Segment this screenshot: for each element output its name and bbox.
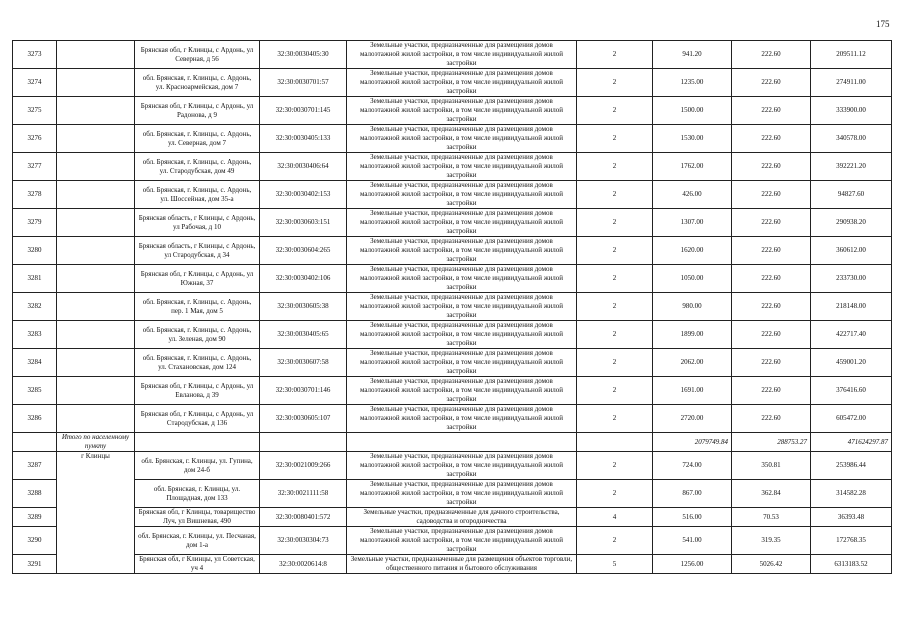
cadastral-number: 32:30:0021009:266 <box>260 452 347 480</box>
address: обл. Брянская, г. Клинцы, с. Ардонь, ул. Шоссейная, дом 35-а <box>135 181 260 209</box>
cadastral-value: 209511.12 <box>811 41 892 69</box>
group-number: 2 <box>577 69 653 97</box>
address: обл. Брянская, г. Клинцы, ул. Песчаная, дом 1-а <box>135 527 260 555</box>
total-num-cell <box>13 433 57 452</box>
locality-cell <box>57 349 135 377</box>
cadastral-value: 360612.00 <box>811 237 892 265</box>
row-number: 3281 <box>13 265 57 293</box>
group-number: 2 <box>577 377 653 405</box>
land-use: Земельные участки, предназначенные для размещения домов малоэтажной жилой застройки, в том числе индивидуальной жилой застройки <box>347 480 577 508</box>
land-use: Земельные участки, предназначенные для размещения домов малоэтажной жилой застройки, в том числе индивидуальной жилой застройки <box>347 97 577 125</box>
row-number: 3277 <box>13 153 57 181</box>
cadastral-value: 274911.00 <box>811 69 892 97</box>
specific-value: 350.81 <box>732 452 811 480</box>
land-use: Земельные участки, предназначенные для дачного строительства, садоводства и огородничества <box>347 508 577 527</box>
locality-name: г Клинцы <box>57 452 135 574</box>
table-row <box>13 527 892 555</box>
specific-value: 222.60 <box>732 153 811 181</box>
total-cadastral-cell <box>260 433 347 452</box>
cadastral-value: 233730.00 <box>811 265 892 293</box>
locality-cell <box>57 69 135 97</box>
group-number: 2 <box>577 452 653 480</box>
row-number: 3291 <box>13 555 57 574</box>
land-use: Земельные участки, предназначенные для размещения домов малоэтажной жилой застройки, в том числе индивидуальной жилой застройки <box>347 527 577 555</box>
area: 1256.00 <box>653 555 732 574</box>
cadastral-number: 32:30:0030701:146 <box>260 377 347 405</box>
land-use: Земельные участки, предназначенные для размещения домов малоэтажной жилой застройки, в том числе индивидуальной жилой застройки <box>347 181 577 209</box>
area: 1500.00 <box>653 97 732 125</box>
specific-value: 222.60 <box>732 69 811 97</box>
area: 2720.00 <box>653 405 732 433</box>
row-number: 3278 <box>13 181 57 209</box>
cadastral-value: 314582.28 <box>811 480 892 508</box>
cadastral-value: 6313183.52 <box>811 555 892 574</box>
cadastral-number: 32:30:0030304:73 <box>260 527 347 555</box>
page-number: 175 <box>876 19 890 29</box>
address: Брянская обл, г Клинцы, с Ардонь, ул Северная, д 56 <box>135 41 260 69</box>
address: обл. Брянская, г. Клинцы, с. Ардонь, пер. 1 Мая, дом 5 <box>135 293 260 321</box>
specific-value: 222.60 <box>732 237 811 265</box>
group-number: 2 <box>577 349 653 377</box>
table-row <box>13 349 892 377</box>
land-use: Земельные участки, предназначенные для размещения домов малоэтажной жилой застройки, в том числе индивидуальной жилой застройки <box>347 125 577 153</box>
cadastral-number: 32:30:0030701:57 <box>260 69 347 97</box>
locality-cell <box>57 153 135 181</box>
land-use: Земельные участки, предназначенные для размещения домов малоэтажной жилой застройки, в том числе индивидуальной жилой застройки <box>347 237 577 265</box>
land-use: Земельные участки, предназначенные для размещения домов малоэтажной жилой застройки, в том числе индивидуальной жилой застройки <box>347 153 577 181</box>
table-row <box>13 69 892 97</box>
cadastral-value: 333900.00 <box>811 97 892 125</box>
group-number: 2 <box>577 153 653 181</box>
group-number: 2 <box>577 405 653 433</box>
locality-cell <box>57 321 135 349</box>
address: обл. Брянская, г. Клинцы, с. Ардонь, ул. Северная, дом 7 <box>135 125 260 153</box>
locality-cell <box>57 265 135 293</box>
address: обл. Брянская, г. Клинцы, ул. Гупина, дом 24-б <box>135 452 260 480</box>
specific-value: 222.60 <box>732 209 811 237</box>
cadastral-number: 32:30:0030701:145 <box>260 97 347 125</box>
address: Брянская обл, г Клинцы, с Ардонь, ул Радонова, д 9 <box>135 97 260 125</box>
land-use: Земельные участки, предназначенные для размещения объектов торговли, общественного питания и бытового обслуживания <box>347 555 577 574</box>
cadastral-number: 32:30:0021111:58 <box>260 480 347 508</box>
land-use: Земельные участки, предназначенные для размещения домов малоэтажной жилой застройки, в том числе индивидуальной жилой застройки <box>347 321 577 349</box>
area: 541.00 <box>653 527 732 555</box>
table-row <box>13 377 892 405</box>
area: 1530.00 <box>653 125 732 153</box>
group-number: 2 <box>577 293 653 321</box>
specific-value: 222.60 <box>732 405 811 433</box>
table-row <box>13 125 892 153</box>
cadastral-value: 172768.35 <box>811 527 892 555</box>
total-use-cell <box>347 433 577 452</box>
locality-cell <box>57 237 135 265</box>
group-number: 2 <box>577 209 653 237</box>
address: Брянская обл, г Клинцы, с Ардонь, ул Евланова, д 39 <box>135 377 260 405</box>
cadastral-number: 32:30:0030605:38 <box>260 293 347 321</box>
row-number: 3283 <box>13 321 57 349</box>
row-number: 3288 <box>13 480 57 508</box>
row-number: 3274 <box>13 69 57 97</box>
address: Брянская область, г Клинцы, с Ардонь, ул Стародубская, д 34 <box>135 237 260 265</box>
table-row <box>13 209 892 237</box>
cadastral-number: 32:30:0030603:151 <box>260 209 347 237</box>
specific-value: 222.60 <box>732 181 811 209</box>
cadastral-value: 218148.00 <box>811 293 892 321</box>
group-number: 2 <box>577 237 653 265</box>
land-use: Земельные участки, предназначенные для размещения домов малоэтажной жилой застройки, в том числе индивидуальной жилой застройки <box>347 452 577 480</box>
total-rate: 288753.27 <box>732 433 811 452</box>
specific-value: 222.60 <box>732 125 811 153</box>
table-body-after-total <box>13 452 892 574</box>
total-group-cell <box>577 433 653 452</box>
address: обл. Брянская, г. Клинцы, ул. Площадная, дом 133 <box>135 480 260 508</box>
table-row <box>13 555 892 574</box>
land-use: Земельные участки, предназначенные для размещения домов малоэтажной жилой застройки, в том числе индивидуальной жилой застройки <box>347 377 577 405</box>
specific-value: 362.84 <box>732 480 811 508</box>
area: 1050.00 <box>653 265 732 293</box>
cadastral-number: 32:30:0030405:65 <box>260 321 347 349</box>
area: 1620.00 <box>653 237 732 265</box>
area: 426.00 <box>653 181 732 209</box>
area: 1307.00 <box>653 209 732 237</box>
specific-value: 222.60 <box>732 321 811 349</box>
total-row <box>13 433 892 452</box>
area: 1235.00 <box>653 69 732 97</box>
cadastral-number: 32:30:0030405:133 <box>260 125 347 153</box>
row-number: 3289 <box>13 508 57 527</box>
group-number: 2 <box>577 480 653 508</box>
cadastral-number: 32:30:0030405:30 <box>260 41 347 69</box>
area: 980.00 <box>653 293 732 321</box>
address: Брянская обл, г Клинцы, с Ардонь, ул Южная, 37 <box>135 265 260 293</box>
specific-value: 222.60 <box>732 97 811 125</box>
cadastral-value: 36393.48 <box>811 508 892 527</box>
address: Брянская обл, г Клинцы, товарищество Луч, ул Вишневая, 490 <box>135 508 260 527</box>
total-label: Итого по населенному пункту <box>57 433 135 452</box>
address: Брянская обл, г Клинцы, ул Советская, уч 4 <box>135 555 260 574</box>
table-row <box>13 480 892 508</box>
group-number: 2 <box>577 321 653 349</box>
row-number: 3275 <box>13 97 57 125</box>
cadastral-number: 32:30:0030607:58 <box>260 349 347 377</box>
group-number: 2 <box>577 125 653 153</box>
specific-value: 5026.42 <box>732 555 811 574</box>
group-number: 4 <box>577 508 653 527</box>
locality-cell <box>57 181 135 209</box>
total-address-cell <box>135 433 260 452</box>
address: обл. Брянская, г. Клинцы, с. Ардонь, ул. Стародубская, дом 49 <box>135 153 260 181</box>
cadastral-value: 94827.60 <box>811 181 892 209</box>
land-use: Земельные участки, предназначенные для размещения домов малоэтажной жилой застройки, в том числе индивидуальной жилой застройки <box>347 349 577 377</box>
row-number: 3279 <box>13 209 57 237</box>
cadastral-value: 392221.20 <box>811 153 892 181</box>
specific-value: 222.60 <box>732 377 811 405</box>
table-row <box>13 97 892 125</box>
address: Брянская область, г Клинцы, с Ардонь, ул Рабочая, д 10 <box>135 209 260 237</box>
cadastral-value: 459001.20 <box>811 349 892 377</box>
row-number: 3280 <box>13 237 57 265</box>
group-number: 5 <box>577 555 653 574</box>
specific-value: 70.53 <box>732 508 811 527</box>
cadastral-number: 32:30:0030604:265 <box>260 237 347 265</box>
locality-cell <box>57 125 135 153</box>
row-number: 3273 <box>13 41 57 69</box>
specific-value: 222.60 <box>732 349 811 377</box>
area: 724.00 <box>653 452 732 480</box>
cadastral-value: 253986.44 <box>811 452 892 480</box>
row-number: 3276 <box>13 125 57 153</box>
locality-cell <box>57 377 135 405</box>
land-use: Земельные участки, предназначенные для размещения домов малоэтажной жилой застройки, в том числе индивидуальной жилой застройки <box>347 293 577 321</box>
specific-value: 222.60 <box>732 293 811 321</box>
area: 941.20 <box>653 41 732 69</box>
land-use: Земельные участки, предназначенные для размещения домов малоэтажной жилой застройки, в том числе индивидуальной жилой застройки <box>347 405 577 433</box>
table-row <box>13 237 892 265</box>
address: обл. Брянская, г. Клинцы, с. Ардонь, ул. Зеленая, дом 90 <box>135 321 260 349</box>
cadastral-number: 32:30:0080401:572 <box>260 508 347 527</box>
land-use: Земельные участки, предназначенные для размещения домов малоэтажной жилой застройки, в том числе индивидуальной жилой застройки <box>347 265 577 293</box>
row-number: 3286 <box>13 405 57 433</box>
address: Брянская обл, г Клинцы, с Ардонь, ул Стародубская, д 136 <box>135 405 260 433</box>
table-row <box>13 321 892 349</box>
cadastral-number: 32:30:0020614:8 <box>260 555 347 574</box>
area: 1691.00 <box>653 377 732 405</box>
group-number: 2 <box>577 41 653 69</box>
address: обл. Брянская, г. Клинцы, с. Ардонь, ул. Красноармейская, дом 7 <box>135 69 260 97</box>
cadastral-value: 340578.00 <box>811 125 892 153</box>
row-number: 3290 <box>13 527 57 555</box>
cadastral-number: 32:30:0030402:106 <box>260 265 347 293</box>
table-row <box>13 405 892 433</box>
row-number: 3285 <box>13 377 57 405</box>
table-row <box>13 153 892 181</box>
table-row <box>13 41 892 69</box>
locality-cell <box>57 293 135 321</box>
total-row-group <box>13 433 892 452</box>
cadastral-number: 32:30:0030402:153 <box>260 181 347 209</box>
area: 516.00 <box>653 508 732 527</box>
row-number: 3287 <box>13 452 57 480</box>
locality-cell <box>57 97 135 125</box>
group-number: 2 <box>577 97 653 125</box>
area: 2062.00 <box>653 349 732 377</box>
specific-value: 319.35 <box>732 527 811 555</box>
land-use: Земельные участки, предназначенные для размещения домов малоэтажной жилой застройки, в том числе индивидуальной жилой застройки <box>347 41 577 69</box>
table-row <box>13 293 892 321</box>
table-row <box>13 181 892 209</box>
total-value: 471624297.87 <box>811 433 892 452</box>
row-number: 3284 <box>13 349 57 377</box>
cadastral-number: 32:30:0030605:107 <box>260 405 347 433</box>
area: 1899.00 <box>653 321 732 349</box>
table-row <box>13 265 892 293</box>
group-number: 2 <box>577 181 653 209</box>
land-use: Земельные участки, предназначенные для размещения домов малоэтажной жилой застройки, в том числе индивидуальной жилой застройки <box>347 69 577 97</box>
table-row <box>13 452 892 480</box>
locality-cell <box>57 209 135 237</box>
row-number: 3282 <box>13 293 57 321</box>
specific-value: 222.60 <box>732 265 811 293</box>
group-number: 2 <box>577 527 653 555</box>
group-number: 2 <box>577 265 653 293</box>
cadastral-value: 376416.60 <box>811 377 892 405</box>
land-use: Земельные участки, предназначенные для размещения домов малоэтажной жилой застройки, в том числе индивидуальной жилой застройки <box>347 209 577 237</box>
address: обл. Брянская, г. Клинцы, с. Ардонь, ул. Стахановская, дом 124 <box>135 349 260 377</box>
cadastral-value: 605472.00 <box>811 405 892 433</box>
area: 1762.00 <box>653 153 732 181</box>
specific-value: 222.60 <box>732 41 811 69</box>
cadastral-number: 32:30:0030406:64 <box>260 153 347 181</box>
total-area: 2079749.84 <box>653 433 732 452</box>
locality-cell <box>57 41 135 69</box>
cadastral-value: 290938.20 <box>811 209 892 237</box>
cadastral-value: 422717.40 <box>811 321 892 349</box>
cadastral-value-table <box>12 40 892 574</box>
locality-cell <box>57 405 135 433</box>
table-row <box>13 508 892 527</box>
table-body-before-total <box>13 41 892 433</box>
area: 867.00 <box>653 480 732 508</box>
